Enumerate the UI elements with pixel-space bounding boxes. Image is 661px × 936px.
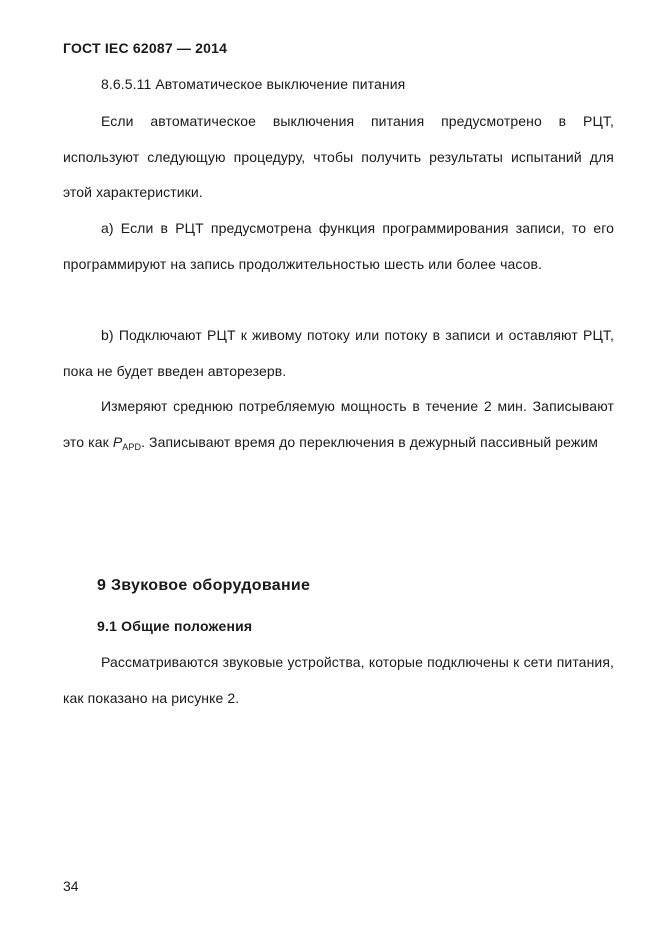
document-header: ГОСТ IEC 62087 — 2014 [63,40,228,56]
subsection-heading-9-1: 9.1 Общие положения [97,618,253,634]
paragraph-intro [63,104,614,211]
paragraph-item-a [63,211,614,282]
paragraph-item-b [63,318,614,389]
section-heading-8-6-5-11: 8.6.5.11 Автоматическое выключение питания [101,76,406,92]
section-heading-9: 9 Звуковое оборудование [97,577,311,594]
paragraph-intro-text: Если автоматическое выключения питания предусмотрено в РЦТ, используют следующую процедуру, чтобы получить результаты испытаний для этой характеристики. [63,113,614,200]
paragraph-section-9-1-text: Рассматриваются звуковые устройства, которые подключены к сети питания, как показано на рисунке 2. [63,654,614,706]
paragraph-item-a-text: а) Если в РЦТ предусмотрена функция программирования записи, то его программируют на запись продолжительностью шесть или более часов. [63,220,614,272]
paragraph-section-9-1 [63,645,614,716]
paragraph-measure-text-end: . Записывают время до переключения в дежурный пассивный режим [141,433,598,450]
paragraph-measure [63,389,614,465]
paragraph-measure-text-start: Измеряют среднюю потребляемую мощность в течение 2 мин. Записывают это как [63,398,614,450]
paragraph-item-b-text: b) Подключают РЦТ к живому потоку или потоку в записи и оставляют РЦТ, пока не будет введен авторезерв. [63,327,614,379]
page-number: 34 [63,878,79,894]
power-symbol: P [112,433,123,450]
power-symbol-subscript: APD [122,441,142,452]
